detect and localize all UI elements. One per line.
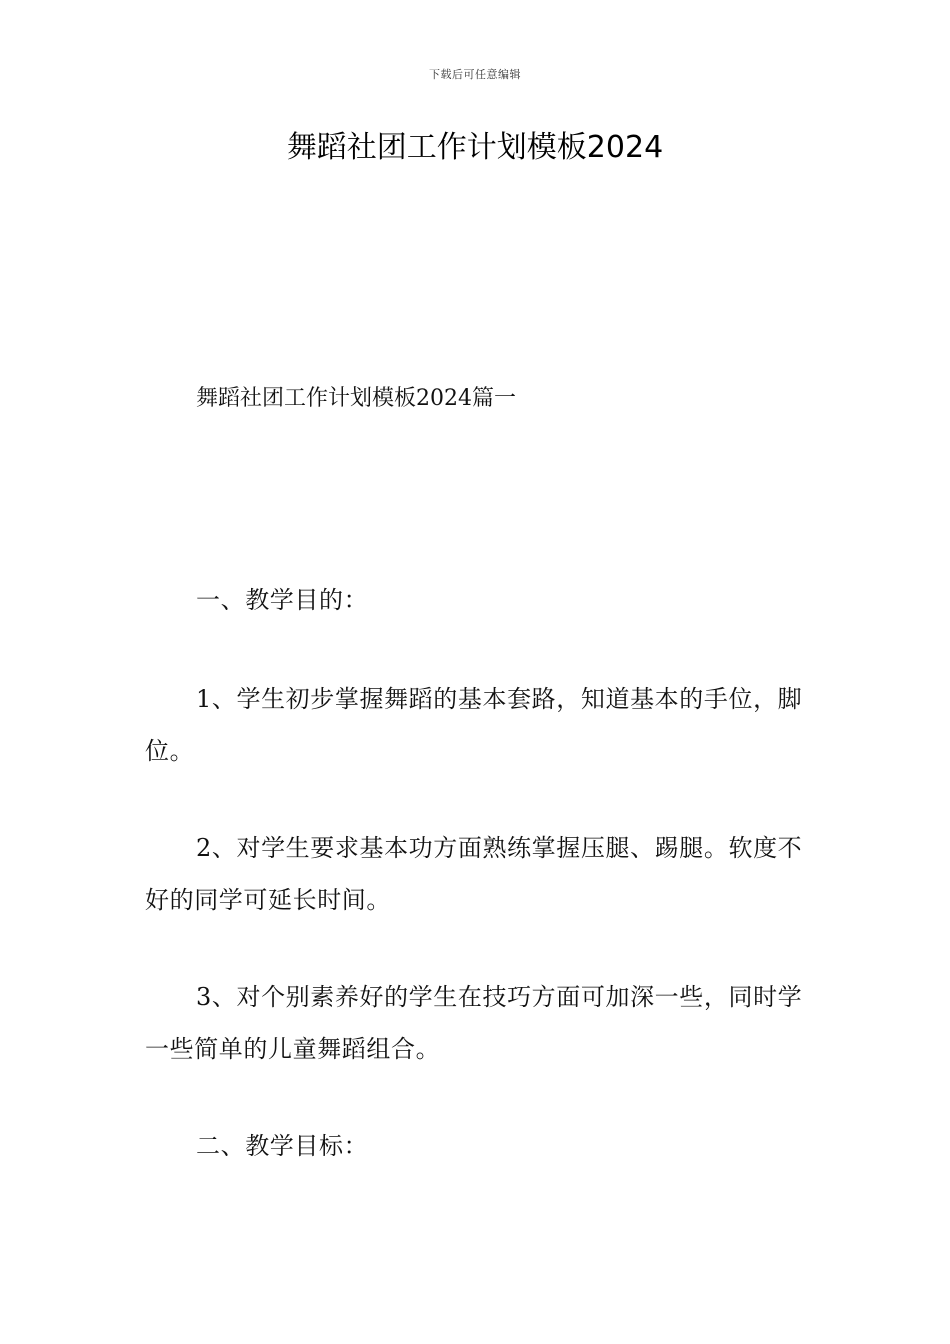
paragraph-item-2: 2、对学生要求基本功方面熟练掌握压腿、踢腿。软度不好的同学可延长时间。 xyxy=(145,834,803,914)
document-title: 舞蹈社团工作计划模板2024 xyxy=(286,130,664,165)
paragraph-item-3: 3、对个别素养好的学生在技巧方面可加深一些，同时学一些简单的儿童舞蹈组合。 xyxy=(145,983,803,1063)
paragraph-teaching-purpose-heading: 一、教学目的： xyxy=(196,586,369,614)
header-note: 下载后可任意编辑 xyxy=(429,68,521,81)
paragraph-item-1: 1、学生初步掌握舞蹈的基本套路，知道基本的手位，脚位。 xyxy=(145,685,803,765)
section-heading: 舞蹈社团工作计划模板2024篇一 xyxy=(196,386,516,411)
paragraph-teaching-goals-heading: 二、教学目标： xyxy=(196,1132,369,1160)
